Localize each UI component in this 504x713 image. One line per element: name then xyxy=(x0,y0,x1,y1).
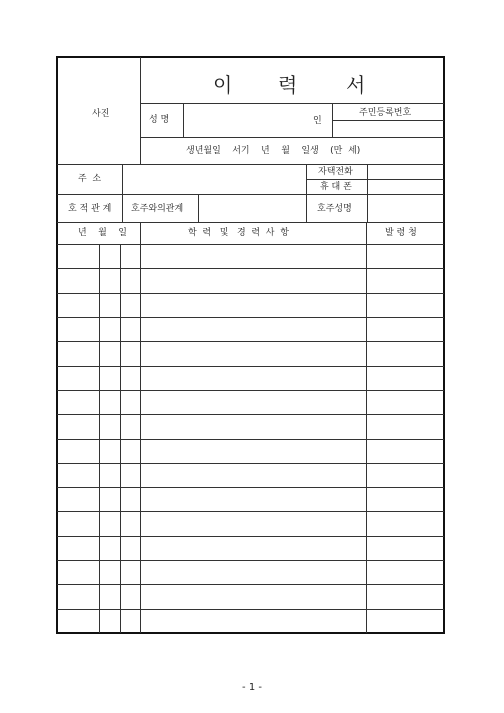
rule-phone-label-left xyxy=(306,164,307,222)
history-date-header: 년 월 일 xyxy=(78,228,127,238)
home-phone-field[interactable] xyxy=(370,166,442,178)
history-row[interactable] xyxy=(141,294,365,316)
history-row[interactable] xyxy=(141,464,365,486)
history-row[interactable] xyxy=(141,367,365,389)
relation-to-head-field[interactable] xyxy=(201,197,303,219)
rule-registry-label-right xyxy=(122,194,123,222)
history-row[interactable] xyxy=(141,318,365,340)
rule-under-birth xyxy=(57,164,444,165)
history-row[interactable] xyxy=(141,269,365,291)
rule-history-content-right xyxy=(366,222,367,633)
home-phone-label: 자택전화 xyxy=(318,167,353,177)
history-row[interactable] xyxy=(141,415,365,437)
history-row[interactable] xyxy=(141,561,365,583)
rule-name-label-right xyxy=(183,103,184,137)
name-label: 성 명 xyxy=(149,115,170,125)
history-issuer-header: 발 령 청 xyxy=(385,228,417,238)
rule-relation-right xyxy=(198,194,199,222)
page-number: - 1 - xyxy=(242,682,262,693)
history-row[interactable] xyxy=(141,512,365,534)
resident-id-label: 주민등록번호 xyxy=(359,108,412,118)
birth-date-line: 생년월일 서기 년 월 일생 (만 세) xyxy=(186,146,361,156)
photo-label: 사진 xyxy=(92,109,110,119)
address-field[interactable] xyxy=(126,168,302,190)
rule-phone-split xyxy=(306,179,444,180)
history-row[interactable] xyxy=(141,245,365,267)
rule-phone-label-right xyxy=(367,164,368,194)
history-row[interactable] xyxy=(141,488,365,510)
rule-photo-right xyxy=(140,57,141,164)
head-name-label: 호주성명 xyxy=(317,204,352,214)
form-title-char-3: 서 xyxy=(346,73,366,97)
rule-under-title xyxy=(140,103,444,104)
rule-under-address xyxy=(57,194,444,195)
registry-relation-label: 호 적 관 계 xyxy=(68,204,112,214)
history-row[interactable] xyxy=(141,537,365,559)
history-row[interactable] xyxy=(141,585,365,607)
seal-label: 인 xyxy=(313,116,322,126)
head-name-field[interactable] xyxy=(370,197,442,219)
rule-resident-id xyxy=(332,120,444,121)
history-content-header: 학 력 및 경 력 사 항 xyxy=(188,228,289,238)
mobile-label: 휴 대 폰 xyxy=(320,182,352,192)
form-title-char-1: 이 xyxy=(213,73,233,97)
resident-id-field[interactable] xyxy=(335,123,441,135)
address-label: 주 소 xyxy=(78,174,102,184)
relation-to-head-label: 호주와의관계 xyxy=(131,204,184,214)
rule-head-name-right xyxy=(367,194,368,222)
rule-resident-id-left xyxy=(332,103,333,137)
rule-address-label-right xyxy=(122,164,123,194)
form-title-char-2: 력 xyxy=(278,73,298,97)
name-field[interactable] xyxy=(190,108,300,130)
history-row[interactable] xyxy=(141,440,365,462)
history-row[interactable] xyxy=(141,342,365,364)
rule-under-registry xyxy=(57,222,444,223)
history-row[interactable] xyxy=(141,610,365,632)
rule-under-name xyxy=(140,137,444,138)
history-row[interactable] xyxy=(141,391,365,413)
mobile-field[interactable] xyxy=(370,181,442,193)
